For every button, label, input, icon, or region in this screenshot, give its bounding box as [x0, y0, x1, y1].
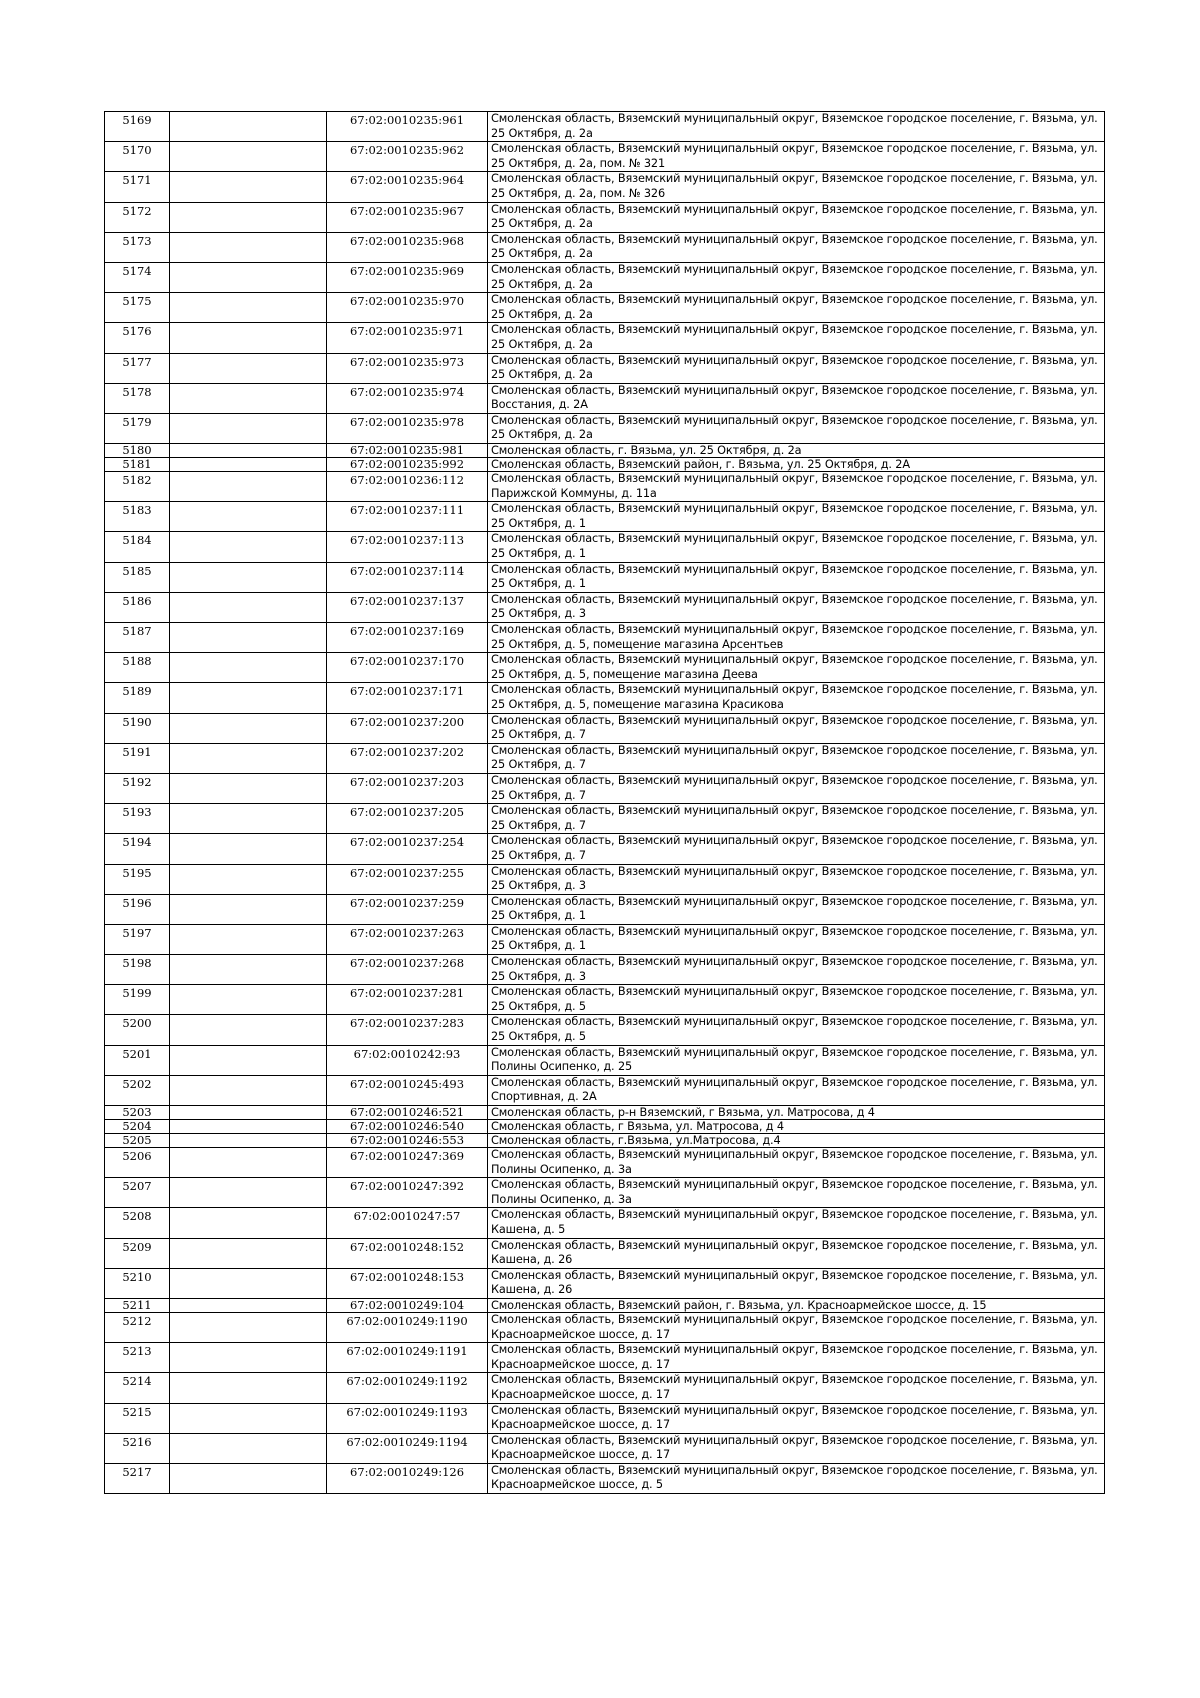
row-number-cell: 5194 [105, 834, 170, 864]
empty-cell [170, 924, 327, 954]
cadastral-number-cell: 67:02:0010246:521 [327, 1106, 488, 1120]
row-number-cell: 5181 [105, 458, 170, 472]
cadastral-number-cell: 67:02:0010249:1194 [327, 1433, 488, 1463]
table-row [105, 1433, 1105, 1463]
address-cell: Смоленская область, г Вязьма, ул. Матросова, д 4 [488, 1120, 1105, 1134]
cadastral-number-cell: 67:02:0010235:961 [327, 112, 488, 142]
empty-cell [170, 444, 327, 458]
empty-cell [170, 985, 327, 1015]
address-cell: Смоленская область, Вяземский муниципальный округ, Вяземское городское поселение, г. Вязьма, ул. 25 Октября, д. 7 [488, 773, 1105, 803]
empty-cell [170, 804, 327, 834]
table-row [105, 1238, 1105, 1268]
address-cell: Смоленская область, Вяземский муниципальный округ, Вяземское городское поселение, г. Вязьма, ул. Кашена, д. 5 [488, 1208, 1105, 1238]
cadastral-number-cell: 67:02:0010247:392 [327, 1178, 488, 1208]
address-cell: Смоленская область, Вяземский муниципальный округ, Вяземское городское поселение, г. Вязьма, ул. Спортивная, д. 2А [488, 1075, 1105, 1105]
cadastral-number-cell: 67:02:0010237:203 [327, 773, 488, 803]
cadastral-number-cell: 67:02:0010249:1190 [327, 1312, 488, 1342]
table-row [105, 1120, 1105, 1134]
address-cell: Смоленская область, Вяземский муниципальный округ, Вяземское городское поселение, г. Вязьма, ул. 25 Октября, д. 5, помещение магазина Деева [488, 653, 1105, 683]
row-number-cell: 5192 [105, 773, 170, 803]
empty-cell [170, 1298, 327, 1312]
row-number-cell: 5187 [105, 623, 170, 653]
table-row [105, 1298, 1105, 1312]
empty-cell [170, 1268, 327, 1298]
table-row [105, 232, 1105, 262]
row-number-cell: 5189 [105, 683, 170, 713]
row-number-cell: 5178 [105, 383, 170, 413]
address-cell: Смоленская область, Вяземский муниципальный округ, Вяземское городское поселение, г. Вязьма, ул. 25 Октября, д. 3 [488, 592, 1105, 622]
empty-cell [170, 1433, 327, 1463]
cadastral-number-cell: 67:02:0010237:113 [327, 532, 488, 562]
address-cell: Смоленская область, Вяземский муниципальный округ, Вяземское городское поселение, г. Вязьма, ул. 25 Октября, д. 7 [488, 713, 1105, 743]
cadastral-number-cell: 67:02:0010249:1192 [327, 1373, 488, 1403]
row-number-cell: 5169 [105, 112, 170, 142]
row-number-cell: 5183 [105, 502, 170, 532]
row-number-cell: 5180 [105, 444, 170, 458]
cadastral-number-cell: 67:02:0010249:1191 [327, 1343, 488, 1373]
address-cell: Смоленская область, Вяземский район, г. Вязьма, ул. Красноармейское шоссе, д. 15 [488, 1298, 1105, 1312]
table-row [105, 323, 1105, 353]
cadastral-number-cell: 67:02:0010242:93 [327, 1045, 488, 1075]
address-cell: Смоленская область, Вяземский муниципальный округ, Вяземское городское поселение, г. Вязьма, ул. 25 Октября, д. 1 [488, 924, 1105, 954]
cadastral-number-cell: 67:02:0010235:964 [327, 172, 488, 202]
cadastral-number-cell: 67:02:0010235:969 [327, 262, 488, 292]
table-row [105, 1312, 1105, 1342]
cadastral-number-cell: 67:02:0010249:126 [327, 1463, 488, 1493]
address-cell: Смоленская область, Вяземский муниципальный округ, Вяземское городское поселение, г. Вязьма, ул. 25 Октября, д. 2а [488, 112, 1105, 142]
cadastral-number-cell: 67:02:0010237:263 [327, 924, 488, 954]
address-cell: Смоленская область, Вяземский муниципальный округ, Вяземское городское поселение, г. Вязьма, ул. 25 Октября, д. 2а [488, 293, 1105, 323]
cadastral-number-cell: 67:02:0010237:283 [327, 1015, 488, 1045]
table-row [105, 413, 1105, 443]
row-number-cell: 5186 [105, 592, 170, 622]
address-cell: Смоленская область, Вяземский муниципальный округ, Вяземское городское поселение, г. Вязьма, ул. 25 Октября, д. 7 [488, 804, 1105, 834]
address-cell: Смоленская область, Вяземский муниципальный округ, Вяземское городское поселение, г. Вязьма, ул. Красноармейское шоссе, д. 17 [488, 1433, 1105, 1463]
empty-cell [170, 623, 327, 653]
table-row [105, 924, 1105, 954]
cadastral-number-cell: 67:02:0010237:170 [327, 653, 488, 683]
empty-cell [170, 1403, 327, 1433]
table-row [105, 623, 1105, 653]
table-row [105, 532, 1105, 562]
address-cell: Смоленская область, Вяземский муниципальный округ, Вяземское городское поселение, г. Вязьма, ул. 25 Октября, д. 1 [488, 894, 1105, 924]
table-row [105, 1045, 1105, 1075]
row-number-cell: 5205 [105, 1134, 170, 1148]
table-row [105, 1075, 1105, 1105]
table-row [105, 383, 1105, 413]
table-row [105, 202, 1105, 232]
table-row [105, 1268, 1105, 1298]
cadastral-number-cell: 67:02:0010237:137 [327, 592, 488, 622]
cadastral-number-cell: 67:02:0010237:169 [327, 623, 488, 653]
row-number-cell: 5212 [105, 1312, 170, 1342]
cadastral-number-cell: 67:02:0010235:978 [327, 413, 488, 443]
empty-cell [170, 834, 327, 864]
empty-cell [170, 562, 327, 592]
table-row [105, 1373, 1105, 1403]
cadastral-number-cell: 67:02:0010237:268 [327, 955, 488, 985]
empty-cell [170, 172, 327, 202]
address-cell: Смоленская область, Вяземский муниципальный округ, Вяземское городское поселение, г. Вязьма, ул. 25 Октября, д. 2а [488, 232, 1105, 262]
address-cell: Смоленская область, Вяземский муниципальный округ, Вяземское городское поселение, г. Вязьма, ул. Красноармейское шоссе, д. 5 [488, 1463, 1105, 1493]
empty-cell [170, 1106, 327, 1120]
row-number-cell: 5197 [105, 924, 170, 954]
address-cell: Смоленская область, Вяземский муниципальный округ, Вяземское городское поселение, г. Вязьма, ул. 25 Октября, д. 1 [488, 562, 1105, 592]
address-cell: Смоленская область, г. Вязьма, ул. 25 Октября, д. 2а [488, 444, 1105, 458]
table-row [105, 444, 1105, 458]
row-number-cell: 5208 [105, 1208, 170, 1238]
row-number-cell: 5213 [105, 1343, 170, 1373]
address-cell: Смоленская область, Вяземский муниципальный округ, Вяземское городское поселение, г. Вязьма, ул. Полины Осипенко, д. 3а [488, 1178, 1105, 1208]
row-number-cell: 5200 [105, 1015, 170, 1045]
cadastral-number-cell: 67:02:0010249:104 [327, 1298, 488, 1312]
cadastral-number-cell: 67:02:0010235:971 [327, 323, 488, 353]
address-cell: Смоленская область, г.Вязьма, ул.Матросова, д.4 [488, 1134, 1105, 1148]
address-cell: Смоленская область, Вяземский муниципальный округ, Вяземское городское поселение, г. Вязьма, ул. Кашена, д. 26 [488, 1268, 1105, 1298]
row-number-cell: 5199 [105, 985, 170, 1015]
table-row [105, 1015, 1105, 1045]
table-row [105, 1134, 1105, 1148]
table-row [105, 743, 1105, 773]
row-number-cell: 5177 [105, 353, 170, 383]
cadastral-number-cell: 67:02:0010235:992 [327, 458, 488, 472]
empty-cell [170, 773, 327, 803]
property-registry-table [104, 111, 1105, 1494]
empty-cell [170, 1134, 327, 1148]
row-number-cell: 5185 [105, 562, 170, 592]
row-number-cell: 5171 [105, 172, 170, 202]
address-cell: Смоленская область, Вяземский муниципальный округ, Вяземское городское поселение, г. Вязьма, ул. Красноармейское шоссе, д. 17 [488, 1403, 1105, 1433]
address-cell: Смоленская область, Вяземский муниципальный округ, Вяземское городское поселение, г. Вязьма, ул. 25 Октября, д. 3 [488, 864, 1105, 894]
table-row [105, 1343, 1105, 1373]
row-number-cell: 5215 [105, 1403, 170, 1433]
row-number-cell: 5184 [105, 532, 170, 562]
row-number-cell: 5203 [105, 1106, 170, 1120]
cadastral-number-cell: 67:02:0010235:973 [327, 353, 488, 383]
address-cell: Смоленская область, Вяземский муниципальный округ, Вяземское городское поселение, г. Вязьма, ул. Красноармейское шоссе, д. 17 [488, 1343, 1105, 1373]
row-number-cell: 5201 [105, 1045, 170, 1075]
address-cell: Смоленская область, Вяземский муниципальный округ, Вяземское городское поселение, г. Вязьма, ул. Восстания, д. 2А [488, 383, 1105, 413]
address-cell: Смоленская область, Вяземский муниципальный округ, Вяземское городское поселение, г. Вязьма, ул. 25 Октября, д. 2а [488, 353, 1105, 383]
address-cell: Смоленская область, Вяземский муниципальный округ, Вяземское городское поселение, г. Вязьма, ул. 25 Октября, д. 2а, пом. № 321 [488, 142, 1105, 172]
address-cell: Смоленская область, Вяземский муниципальный округ, Вяземское городское поселение, г. Вязьма, ул. 25 Октября, д. 2а [488, 262, 1105, 292]
empty-cell [170, 1015, 327, 1045]
address-cell: Смоленская область, Вяземский муниципальный округ, Вяземское городское поселение, г. Вязьма, ул. 25 Октября, д. 2а [488, 413, 1105, 443]
cadastral-number-cell: 67:02:0010237:205 [327, 804, 488, 834]
address-cell: Смоленская область, Вяземский муниципальный округ, Вяземское городское поселение, г. Вязьма, ул. Красноармейское шоссе, д. 17 [488, 1312, 1105, 1342]
address-cell: Смоленская область, Вяземский муниципальный округ, Вяземское городское поселение, г. Вязьма, ул. 25 Октября, д. 3 [488, 955, 1105, 985]
row-number-cell: 5172 [105, 202, 170, 232]
cadastral-number-cell: 67:02:0010248:153 [327, 1268, 488, 1298]
empty-cell [170, 353, 327, 383]
cadastral-number-cell: 67:02:0010249:1193 [327, 1403, 488, 1433]
address-cell: Смоленская область, Вяземский муниципальный округ, Вяземское городское поселение, г. Вязьма, ул. 25 Октября, д. 2а [488, 323, 1105, 353]
address-cell: Смоленская область, Вяземский муниципальный округ, Вяземское городское поселение, г. Вязьма, ул. 25 Октября, д. 5 [488, 1015, 1105, 1045]
row-number-cell: 5211 [105, 1298, 170, 1312]
table-row [105, 683, 1105, 713]
empty-cell [170, 502, 327, 532]
empty-cell [170, 262, 327, 292]
address-cell: Смоленская область, Вяземский муниципальный округ, Вяземское городское поселение, г. Вязьма, ул. 25 Октября, д. 7 [488, 743, 1105, 773]
empty-cell [170, 413, 327, 443]
row-number-cell: 5175 [105, 293, 170, 323]
row-number-cell: 5188 [105, 653, 170, 683]
row-number-cell: 5209 [105, 1238, 170, 1268]
cadastral-number-cell: 67:02:0010235:968 [327, 232, 488, 262]
cadastral-number-cell: 67:02:0010237:202 [327, 743, 488, 773]
row-number-cell: 5191 [105, 743, 170, 773]
cadastral-number-cell: 67:02:0010236:112 [327, 472, 488, 502]
cadastral-number-cell: 67:02:0010246:553 [327, 1134, 488, 1148]
empty-cell [170, 683, 327, 713]
empty-cell [170, 653, 327, 683]
empty-cell [170, 592, 327, 622]
cadastral-number-cell: 67:02:0010235:970 [327, 293, 488, 323]
empty-cell [170, 1120, 327, 1134]
empty-cell [170, 323, 327, 353]
table-row [105, 773, 1105, 803]
table-row [105, 804, 1105, 834]
address-cell: Смоленская область, р-н Вяземский, г Вязьма, ул. Матросова, д 4 [488, 1106, 1105, 1120]
table-row [105, 1208, 1105, 1238]
row-number-cell: 5206 [105, 1148, 170, 1178]
cadastral-number-cell: 67:02:0010237:259 [327, 894, 488, 924]
empty-cell [170, 293, 327, 323]
row-number-cell: 5198 [105, 955, 170, 985]
table-row [105, 1403, 1105, 1433]
empty-cell [170, 743, 327, 773]
address-cell: Смоленская область, Вяземский муниципальный округ, Вяземское городское поселение, г. Вязьма, ул. Парижской Коммуны, д. 11а [488, 472, 1105, 502]
table-row [105, 1106, 1105, 1120]
empty-cell [170, 1373, 327, 1403]
table-row [105, 293, 1105, 323]
address-cell: Смоленская область, Вяземский муниципальный округ, Вяземское городское поселение, г. Вязьма, ул. 25 Октября, д. 5 [488, 985, 1105, 1015]
row-number-cell: 5217 [105, 1463, 170, 1493]
cadastral-number-cell: 67:02:0010237:200 [327, 713, 488, 743]
empty-cell [170, 1148, 327, 1178]
empty-cell [170, 1312, 327, 1342]
empty-cell [170, 458, 327, 472]
cadastral-number-cell: 67:02:0010235:981 [327, 444, 488, 458]
row-number-cell: 5195 [105, 864, 170, 894]
address-cell: Смоленская область, Вяземский муниципальный округ, Вяземское городское поселение, г. Вязьма, ул. 25 Октября, д. 5, помещение магазина Арсентьев [488, 623, 1105, 653]
address-cell: Смоленская область, Вяземский муниципальный округ, Вяземское городское поселение, г. Вязьма, ул. Полины Осипенко, д. 3а [488, 1148, 1105, 1178]
table-row [105, 592, 1105, 622]
table-row [105, 172, 1105, 202]
row-number-cell: 5214 [105, 1373, 170, 1403]
row-number-cell: 5204 [105, 1120, 170, 1134]
cadastral-number-cell: 67:02:0010245:493 [327, 1075, 488, 1105]
table-row [105, 562, 1105, 592]
table-row [105, 112, 1105, 142]
row-number-cell: 5190 [105, 713, 170, 743]
row-number-cell: 5196 [105, 894, 170, 924]
table-row [105, 458, 1105, 472]
table-row [105, 353, 1105, 383]
cadastral-number-cell: 67:02:0010237:254 [327, 834, 488, 864]
empty-cell [170, 142, 327, 172]
row-number-cell: 5176 [105, 323, 170, 353]
row-number-cell: 5193 [105, 804, 170, 834]
cadastral-number-cell: 67:02:0010247:57 [327, 1208, 488, 1238]
cadastral-number-cell: 67:02:0010237:111 [327, 502, 488, 532]
cadastral-number-cell: 67:02:0010237:255 [327, 864, 488, 894]
empty-cell [170, 532, 327, 562]
empty-cell [170, 955, 327, 985]
table-row [105, 142, 1105, 172]
address-cell: Смоленская область, Вяземский муниципальный округ, Вяземское городское поселение, г. Вязьма, ул. 25 Октября, д. 1 [488, 532, 1105, 562]
address-cell: Смоленская область, Вяземский район, г. Вязьма, ул. 25 Октября, д. 2А [488, 458, 1105, 472]
table-row [105, 864, 1105, 894]
address-cell: Смоленская область, Вяземский муниципальный округ, Вяземское городское поселение, г. Вязьма, ул. 25 Октября, д. 7 [488, 834, 1105, 864]
table-row [105, 1148, 1105, 1178]
cadastral-number-cell: 67:02:0010235:967 [327, 202, 488, 232]
empty-cell [170, 1178, 327, 1208]
empty-cell [170, 232, 327, 262]
empty-cell [170, 1343, 327, 1373]
empty-cell [170, 202, 327, 232]
empty-cell [170, 1075, 327, 1105]
cadastral-number-cell: 67:02:0010248:152 [327, 1238, 488, 1268]
row-number-cell: 5182 [105, 472, 170, 502]
table-row [105, 653, 1105, 683]
empty-cell [170, 864, 327, 894]
cadastral-number-cell: 67:02:0010237:281 [327, 985, 488, 1015]
empty-cell [170, 1208, 327, 1238]
table-row [105, 894, 1105, 924]
table-row [105, 1178, 1105, 1208]
cadastral-number-cell: 67:02:0010246:540 [327, 1120, 488, 1134]
cadastral-number-cell: 67:02:0010235:974 [327, 383, 488, 413]
cadastral-number-cell: 67:02:0010247:369 [327, 1148, 488, 1178]
table-row [105, 955, 1105, 985]
empty-cell [170, 1238, 327, 1268]
row-number-cell: 5170 [105, 142, 170, 172]
table-row [105, 472, 1105, 502]
cadastral-number-cell: 67:02:0010237:114 [327, 562, 488, 592]
table-row [105, 713, 1105, 743]
empty-cell [170, 472, 327, 502]
row-number-cell: 5207 [105, 1178, 170, 1208]
empty-cell [170, 713, 327, 743]
row-number-cell: 5202 [105, 1075, 170, 1105]
cadastral-number-cell: 67:02:0010237:171 [327, 683, 488, 713]
address-cell: Смоленская область, Вяземский муниципальный округ, Вяземское городское поселение, г. Вязьма, ул. Красноармейское шоссе, д. 17 [488, 1373, 1105, 1403]
table-row [105, 985, 1105, 1015]
row-number-cell: 5216 [105, 1433, 170, 1463]
empty-cell [170, 383, 327, 413]
table-row [105, 262, 1105, 292]
registry-body [105, 112, 1105, 1494]
address-cell: Смоленская область, Вяземский муниципальный округ, Вяземское городское поселение, г. Вязьма, ул. Полины Осипенко, д. 25 [488, 1045, 1105, 1075]
address-cell: Смоленская область, Вяземский муниципальный округ, Вяземское городское поселение, г. Вязьма, ул. 25 Октября, д. 2а, пом. № 326 [488, 172, 1105, 202]
row-number-cell: 5174 [105, 262, 170, 292]
row-number-cell: 5210 [105, 1268, 170, 1298]
address-cell: Смоленская область, Вяземский муниципальный округ, Вяземское городское поселение, г. Вязьма, ул. 25 Октября, д. 2а [488, 202, 1105, 232]
empty-cell [170, 1045, 327, 1075]
table-row [105, 1463, 1105, 1493]
table-row [105, 834, 1105, 864]
cadastral-number-cell: 67:02:0010235:962 [327, 142, 488, 172]
empty-cell [170, 1463, 327, 1493]
empty-cell [170, 894, 327, 924]
row-number-cell: 5179 [105, 413, 170, 443]
table-row [105, 502, 1105, 532]
row-number-cell: 5173 [105, 232, 170, 262]
address-cell: Смоленская область, Вяземский муниципальный округ, Вяземское городское поселение, г. Вязьма, ул. 25 Октября, д. 1 [488, 502, 1105, 532]
address-cell: Смоленская область, Вяземский муниципальный округ, Вяземское городское поселение, г. Вязьма, ул. Кашена, д. 26 [488, 1238, 1105, 1268]
address-cell: Смоленская область, Вяземский муниципальный округ, Вяземское городское поселение, г. Вязьма, ул. 25 Октября, д. 5, помещение магазина Красикова [488, 683, 1105, 713]
empty-cell [170, 112, 327, 142]
